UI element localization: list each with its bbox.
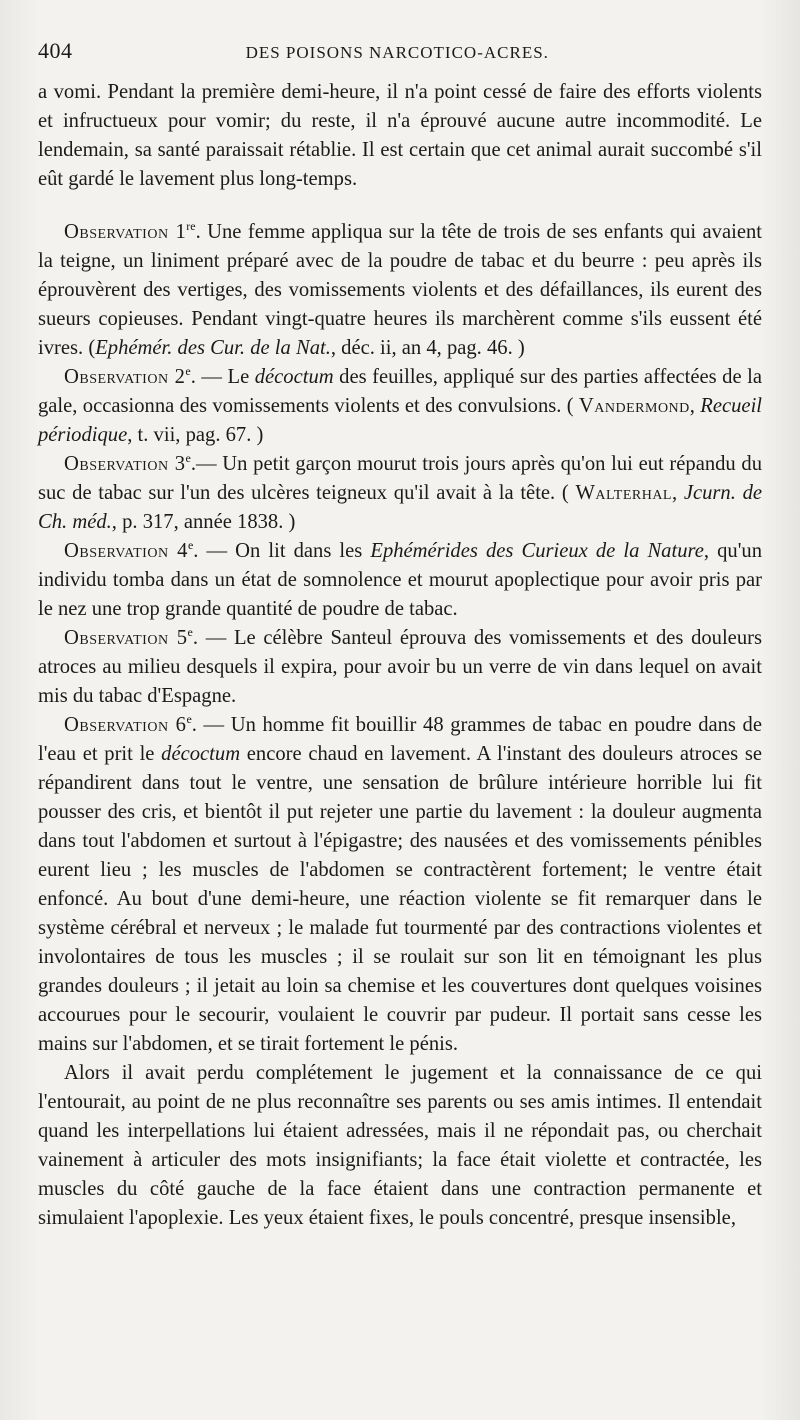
ordinal-suffix: e xyxy=(185,364,191,379)
citation-author: Walterhal xyxy=(575,482,672,504)
observation-text: . Une femme appliqua sur la tête de trois de ses enfants qui avaient la teigne, un liniment préparé avec de la poudre de tabac et du beurre : peu après ils éprouvèrent des vertiges, des vomissements violents et des défaillances, ils eurent des sueurs copieuses. Pendant vingt-quatre heures ils marchèrent comme s'ils eussent été ivres. ( xyxy=(38,221,762,359)
observation-5 xyxy=(38,624,762,711)
italic-term: décoctum xyxy=(161,743,241,765)
citation-details: , déc. ii, an 4, pag. 46. ) xyxy=(330,337,525,359)
observation-label: Observation 6 xyxy=(64,714,187,736)
citation-details: , t. vii, pag. 67. ) xyxy=(127,424,264,446)
observation-6 xyxy=(38,711,762,1059)
ordinal-suffix: e xyxy=(187,538,194,553)
observation-lead: . — On lit dans les xyxy=(193,540,371,562)
page-body xyxy=(38,78,762,1233)
section-gap xyxy=(38,194,762,218)
citation-title: Jcurn. de Ch. méd. xyxy=(38,482,763,533)
observation-text: des feuilles, appliqué sur des parties affectées de la gale, occasionna des vomissements violents et des convulsions. ( xyxy=(38,366,762,417)
page-header xyxy=(38,38,762,66)
observation-label: Observation 3 xyxy=(64,453,186,475)
observation-text: . — Le célèbre Santeul éprouva des vomissements et des douleurs atroces au milieu desquels il expira, pour avoir bu un verre de vin dans lequel on avait mis du tabac d'Espagne. xyxy=(38,627,762,707)
continuation-paragraph: a vomi. Pendant la première demi-heure, il n'a point cessé de faire des efforts violents et infructueux pour vomir; du reste, il n'a éprouvé aucune autre incommodité. Le lendemain, sa santé paraissait rétablie. Il est certain que cet animal aurait succombé s'il eût gardé le lavement plus long-temps. xyxy=(38,81,762,190)
citation-title: Recueil périodique xyxy=(38,395,763,446)
italic-term: Ephémérides des Curieux de la Nature xyxy=(370,540,704,562)
observation-label: Observation 1 xyxy=(64,221,187,243)
observation-label: Observation 5 xyxy=(64,627,188,649)
citation-separator: , xyxy=(689,395,701,417)
observation-text: , qu'un individu tomba dans un état de somnolence et mourut apoplectique pour avoir pris par le nez une trop grande quantité de poudre de tabac. xyxy=(38,540,763,620)
observation-lead: . — Un homme fit bouillir 48 grammes de tabac en poudre dans de l'eau et prit le xyxy=(38,714,762,765)
observation-label: Observation 4 xyxy=(64,540,188,562)
observation-2 xyxy=(38,363,762,450)
ordinal-suffix: e xyxy=(187,625,193,640)
observation-4 xyxy=(38,537,762,624)
ordinal-suffix: re xyxy=(186,219,196,234)
citation-title: Ephémér. des Cur. de la Nat. xyxy=(95,337,331,359)
observation-label: Observation 2 xyxy=(64,366,186,388)
page-number: 404 xyxy=(38,38,73,63)
ordinal-suffix: e xyxy=(185,451,191,466)
citation-author: Vandermond xyxy=(578,395,690,417)
running-title: DES POISONS NARCOTICO-ACRES. xyxy=(245,43,549,62)
observation-3 xyxy=(38,450,762,537)
observation-lead: . — Le xyxy=(190,366,255,388)
observation-1 xyxy=(38,218,762,363)
ordinal-suffix: e xyxy=(186,712,192,727)
citation-separator: , xyxy=(671,482,684,504)
observation-text: .— Un petit garçon mourut trois jours après qu'on lui eut répandu du suc de tabac sur l'un des ulcères teigneux qu'il avait à la tête. ( xyxy=(38,453,763,504)
observation-text: encore chaud en lavement. A l'instant des douleurs atroces se répandirent dans tout le ventre, une sensation de brûlure intérieure horrible lui fit pousser des cris, et bientôt il put rejeter une partie du lavement : la douleur augmenta dans tout l'abdomen et surtout à l'épigastre; des nausées et des vomissements pénibles eurent lieu ; les muscles de l'abdomen se contractèrent fortement; le ventre était enfoncé. Au bout d'une demi-heure, une réaction violente se fit remarquer dans le système cérébral et nerveux ; le malade fut tourmenté par des contractions violentes et involontaires de tous les muscles ; il se roulait sur son lit en témoignant les plus grandes douleurs ; il jetait au loin sa chemise et les couvertures dont quelques voisines accourues pour le secourir, voulaient le couvrir par pudeur. Il portait sans cesse les mains sur l'abdomen, et se tirait fortement le pénis. xyxy=(38,743,762,1055)
citation-details: , p. 317, année 1838. ) xyxy=(111,511,296,533)
final-paragraph: Alors il avait perdu complétement le jugement et la connaissance de ce qui l'entourait, au point de ne plus reconnaître ses parents ou ses amis intimes. Il entendait quand les interpellations lui étaient adressées, mais il ne répondait pas, ou cherchait vainement à articuler des mots insignifiants; la face était violette et contractée, les muscles du côté gauche de la face étaient dans une contraction permanente et simulaient l'apoplexie. Les yeux étaient fixes, le pouls concentré, presque insensible, xyxy=(38,1062,762,1229)
italic-term: décoctum xyxy=(254,366,334,388)
